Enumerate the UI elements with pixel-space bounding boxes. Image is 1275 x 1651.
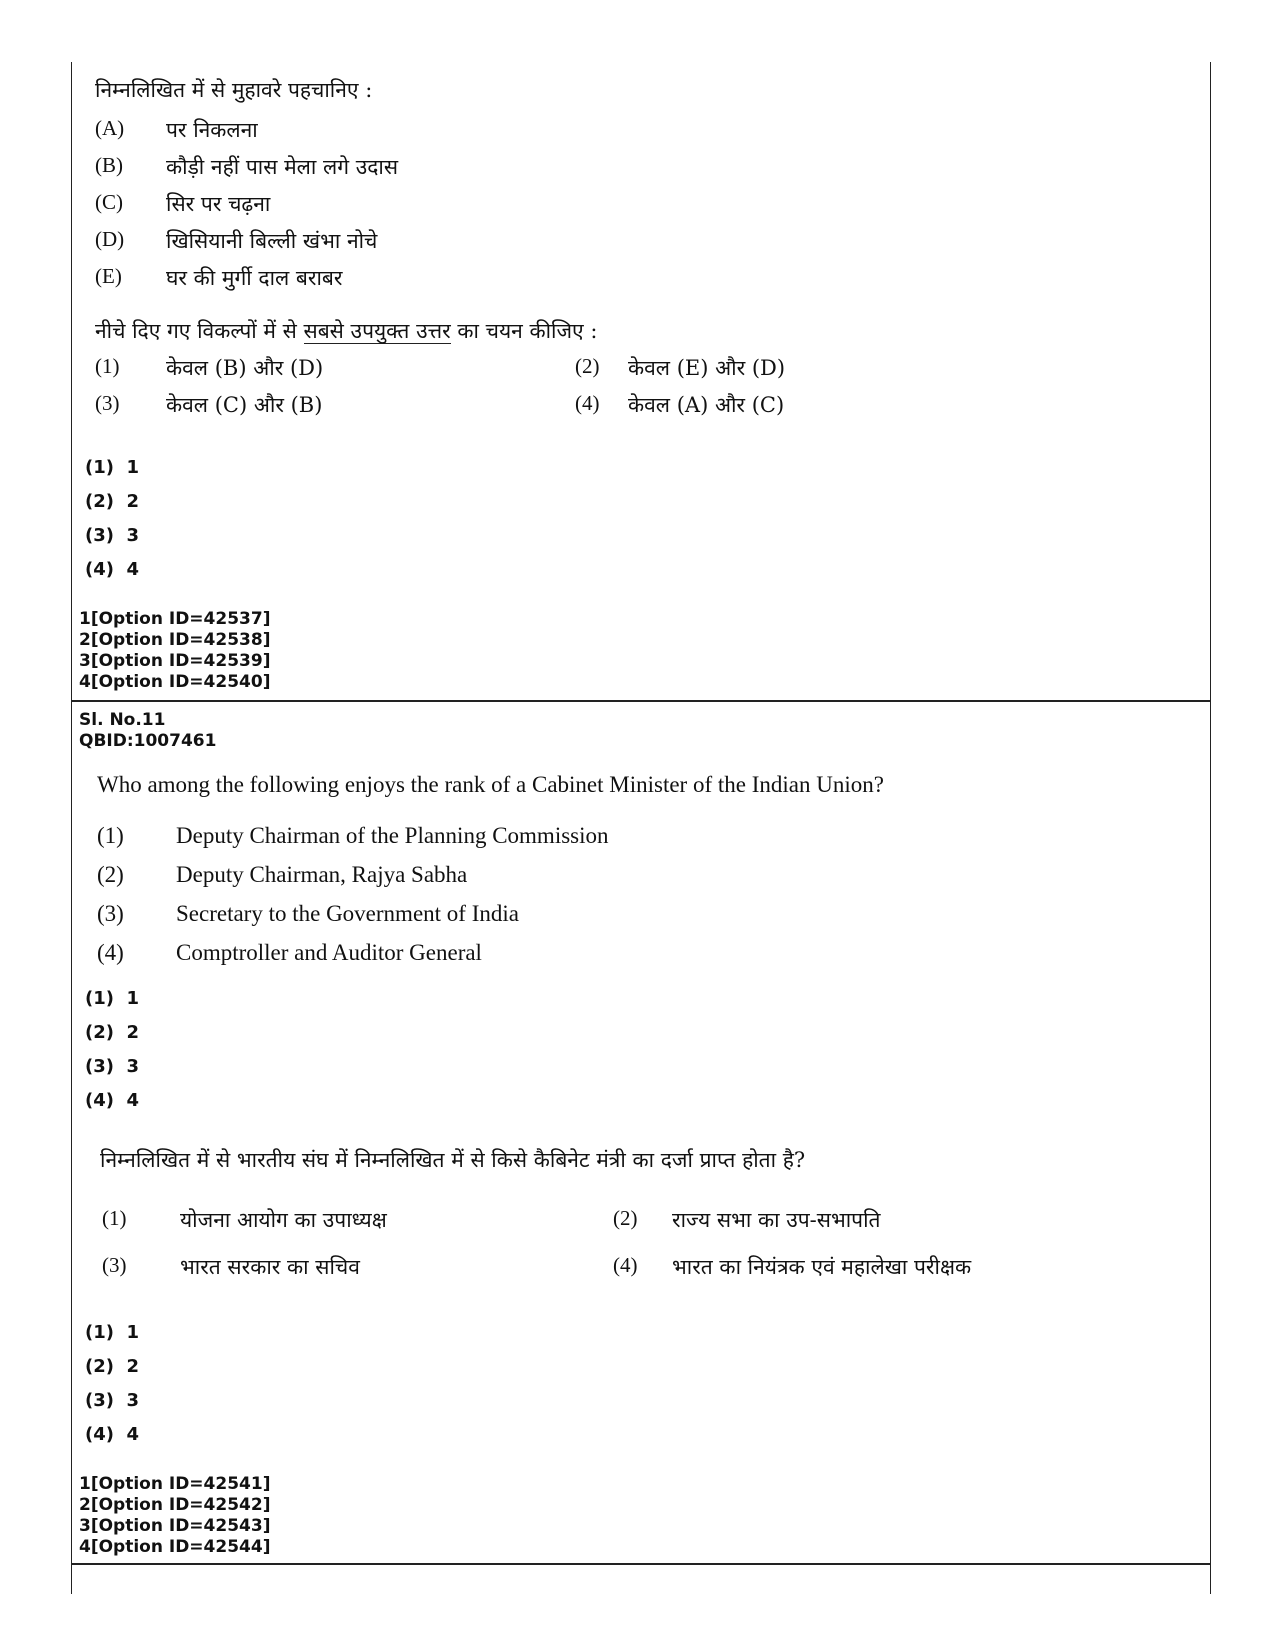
- q11-option-text: Secretary to the Government of India: [176, 901, 519, 926]
- q10-statement-text: खिसियानी बिल्ली खंभा नोचे: [166, 229, 378, 253]
- serial-number: Sl. No.11: [79, 710, 166, 730]
- option-id: 1[Option ID=42541]: [79, 1474, 271, 1494]
- option-id: 3[Option ID=42539]: [79, 651, 271, 671]
- option-id: 4[Option ID=42540]: [79, 672, 271, 692]
- q10-instruction: निम्नलिखित में से मुहावरे पहचानिए :: [95, 78, 373, 102]
- q10-statement-text: पर निकलना: [166, 118, 258, 142]
- q10-option-text: केवल (C) और (B): [166, 393, 323, 417]
- q10-statement-label: (C): [95, 190, 123, 214]
- q11-option-label: (1): [97, 823, 124, 848]
- option-id: 3[Option ID=42543]: [79, 1516, 271, 1536]
- q11-meta: [79, 710, 216, 752]
- q11-option-label: (2): [97, 862, 124, 887]
- q10-statement-text: सिर पर चढ़ना: [166, 192, 271, 216]
- q10-statement-label: (A): [95, 116, 125, 140]
- page-border-left: [71, 62, 72, 1594]
- q10-choose-instruction: नीचे दिए गए विकल्पों में से सबसे उपयुक्त उत्तर का चयन कीजिए :: [95, 319, 598, 343]
- q11-option-text: भारत का नियंत्रक एवं महालेखा परीक्षक: [672, 1255, 972, 1279]
- q11-option-label: (3): [97, 901, 124, 926]
- answer-choice[interactable]: (2) 2: [85, 1022, 140, 1043]
- q10-option-label: (2): [575, 354, 600, 378]
- option-id: 4[Option ID=42544]: [79, 1537, 271, 1557]
- q10-option-label: (1): [95, 354, 120, 378]
- option-id: 2[Option ID=42542]: [79, 1495, 271, 1515]
- q10-statement-label: (E): [95, 264, 122, 288]
- q11-option-text: Deputy Chairman, Rajya Sabha: [176, 862, 468, 887]
- answer-choice[interactable]: (4) 4: [85, 559, 140, 580]
- answer-choice[interactable]: (2) 2: [85, 1356, 140, 1377]
- q11-question-english: Who among the following enjoys the rank of a Cabinet Minister of the Indian Union?: [97, 772, 884, 797]
- q10-option-text: केवल (B) और (D): [166, 356, 324, 380]
- page-bottom-divider: [71, 1563, 1211, 1565]
- answer-choice[interactable]: (3) 3: [85, 525, 140, 546]
- q10-option-ids: [79, 609, 270, 693]
- q11-option-label: (1): [102, 1206, 127, 1230]
- answer-choice[interactable]: (1) 1: [85, 988, 140, 1009]
- q10-statement-label: (B): [95, 153, 123, 177]
- q11-option-label: (3): [102, 1253, 127, 1277]
- answer-choice[interactable]: (3) 3: [85, 1390, 140, 1411]
- q10-statement-label: (D): [95, 227, 125, 251]
- question-bank-id: QBID:1007461: [79, 731, 217, 751]
- q11-option-text: योजना आयोग का उपाध्यक्ष: [180, 1208, 387, 1232]
- q11-option-ids: [79, 1474, 270, 1558]
- answer-choice[interactable]: (2) 2: [85, 491, 140, 512]
- question-divider: [71, 700, 1211, 702]
- q11-option-text: भारत सरकार का सचिव: [180, 1255, 360, 1279]
- answer-choice[interactable]: (3) 3: [85, 1056, 140, 1077]
- q11-option-text: राज्य सभा का उप-सभापति: [672, 1208, 881, 1232]
- q11-question-hindi: निम्नलिखित में से भारतीय संघ में निम्नलिखित में से किसे कैबिनेट मंत्री का दर्जा प्राप्त होता है?: [100, 1148, 806, 1172]
- q11-option-text: Comptroller and Auditor General: [176, 940, 482, 965]
- answer-choice[interactable]: (4) 4: [85, 1090, 140, 1111]
- q11-option-text: Deputy Chairman of the Planning Commission: [176, 823, 609, 848]
- answer-choice[interactable]: (1) 1: [85, 457, 140, 478]
- q11-option-label: (4): [97, 940, 124, 965]
- page-border-right: [1210, 62, 1211, 1594]
- answer-choice[interactable]: (4) 4: [85, 1424, 140, 1445]
- option-id: 2[Option ID=42538]: [79, 630, 271, 650]
- q10-option-text: केवल (E) और (D): [628, 356, 786, 380]
- q10-option-label: (4): [575, 391, 600, 415]
- q11-option-label: (4): [613, 1253, 638, 1277]
- q10-emphasis-underline: सबसे उपयुक्त उत्तर: [303, 319, 451, 343]
- q10-statement-text: कौड़ी नहीं पास मेला लगे उदास: [166, 155, 399, 179]
- answer-choice[interactable]: (1) 1: [85, 1322, 140, 1343]
- q10-option-text: केवल (A) और (C): [628, 393, 785, 417]
- option-id: 1[Option ID=42537]: [79, 609, 271, 629]
- q10-statement-text: घर की मुर्गी दाल बराबर: [166, 266, 343, 290]
- q10-option-label: (3): [95, 391, 120, 415]
- q11-option-label: (2): [613, 1206, 638, 1230]
